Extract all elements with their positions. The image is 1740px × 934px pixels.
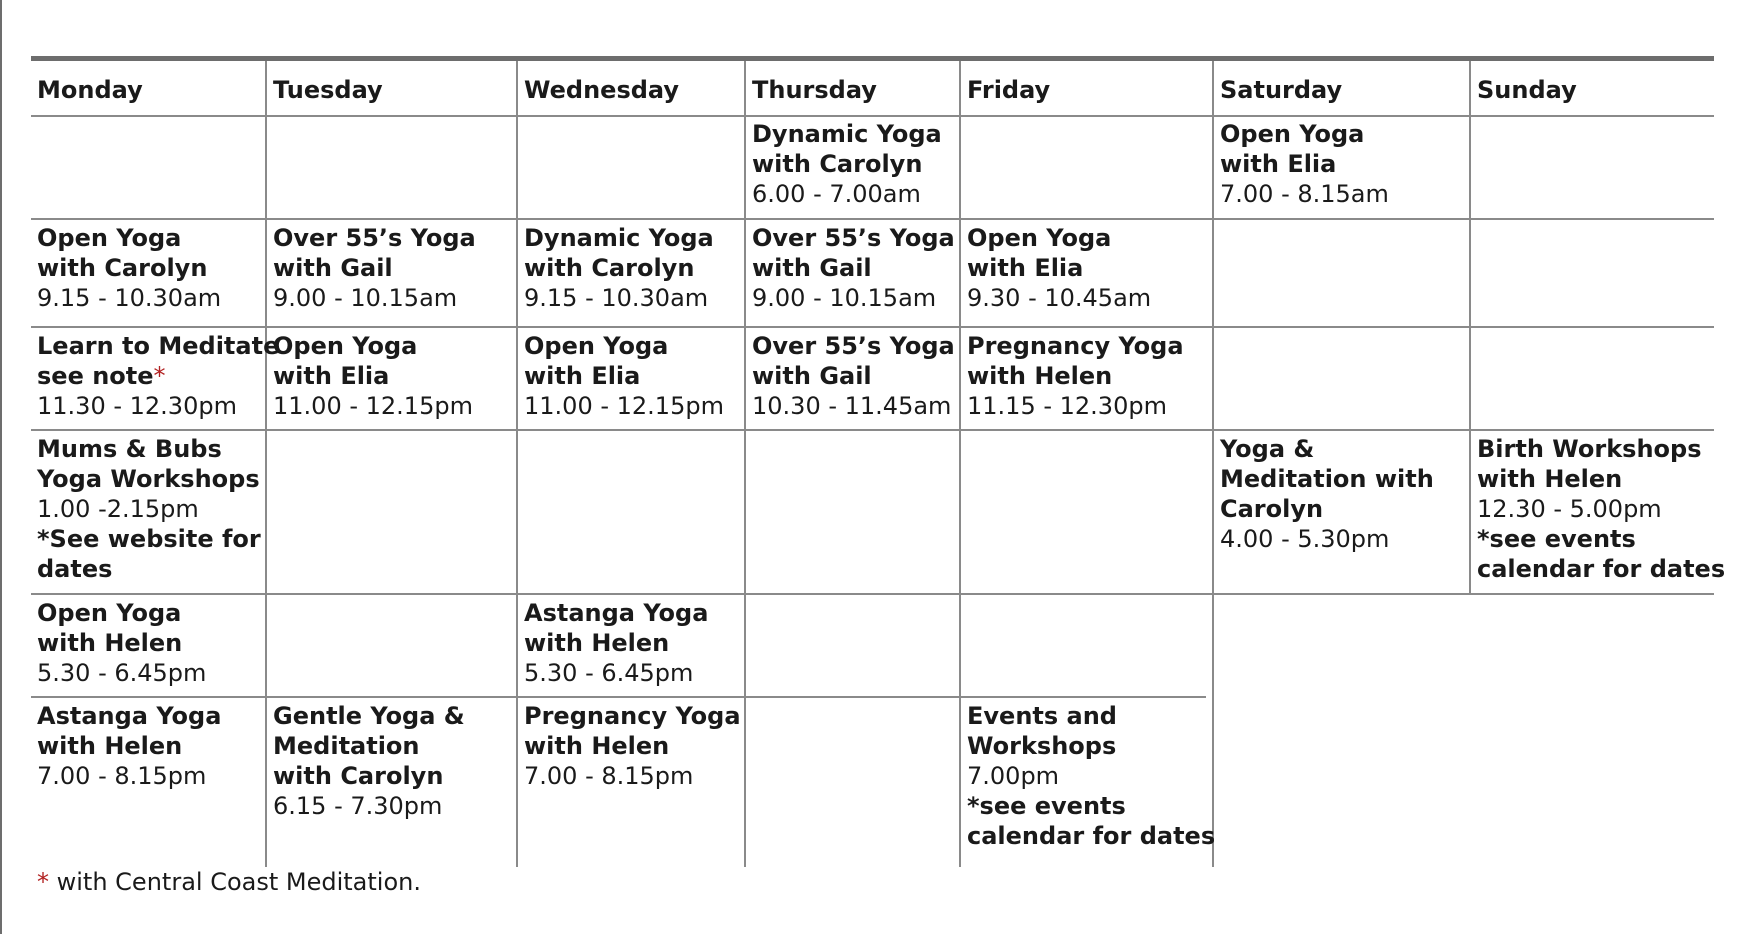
class-instructor: with Carolyn (273, 762, 444, 790)
class-instructor: with Elia (1220, 150, 1337, 178)
class-time: 7.00 - 8.15pm (37, 762, 207, 790)
class-slot-thursday-late-morning (746, 331, 961, 421)
class-time: 11.15 - 12.30pm (967, 392, 1167, 420)
class-slot-friday-night (961, 701, 1221, 851)
class-name: Open Yoga (273, 332, 418, 360)
class-time: 9.15 - 10.30am (37, 284, 222, 312)
header-monday: Monday (37, 76, 143, 104)
grid-line (31, 593, 1714, 595)
class-slot-friday-morning (961, 223, 1157, 313)
class-time: 4.00 - 5.30pm (1220, 525, 1390, 553)
class-name: Yoga & (1220, 435, 1315, 463)
class-time: 9.00 - 10.15am (273, 284, 458, 312)
class-slot-monday-late-morning (31, 331, 285, 421)
class-name: Open Yoga (37, 599, 182, 627)
class-time: 6.00 - 7.00am (752, 180, 921, 208)
class-instructor: with Elia (273, 362, 390, 390)
class-note: *see events (1477, 525, 1636, 553)
class-note (37, 361, 279, 391)
class-time: 11.00 - 12.15pm (524, 392, 724, 420)
class-instructor: with Helen (967, 362, 1113, 390)
class-instructor: Carolyn (1220, 495, 1324, 523)
class-name: Open Yoga (1220, 120, 1365, 148)
class-instructor: with Helen (37, 732, 183, 760)
class-name: Dynamic Yoga (524, 224, 714, 252)
class-name: Birth Workshops (1477, 435, 1702, 463)
class-name: Mums & Bubs (37, 435, 222, 463)
class-name: Astanga Yoga (37, 702, 222, 730)
class-time: 7.00 - 8.15am (1220, 180, 1389, 208)
class-time: 9.00 - 10.15am (752, 284, 937, 312)
header-sunday: Sunday (1477, 76, 1577, 104)
class-name: Open Yoga (37, 224, 182, 252)
class-time: 5.30 - 6.45pm (37, 659, 207, 687)
footnote-text: with Central Coast Meditation. (49, 868, 421, 896)
class-instructor: with Carolyn (37, 254, 208, 282)
class-note-cont: calendar for dates (1477, 555, 1726, 583)
class-slot-saturday-afternoon (1214, 434, 1440, 554)
class-time: 7.00 - 8.15pm (524, 762, 694, 790)
class-instructor: with Elia (967, 254, 1084, 282)
class-slot-monday-night (31, 701, 227, 791)
class-time: 1.00 -2.15pm (37, 495, 199, 523)
class-slot-monday-evening (31, 598, 212, 688)
class-instructor: with Helen (1477, 465, 1623, 493)
class-name: Over 55’s Yoga (752, 224, 955, 252)
class-name: Over 55’s Yoga (752, 332, 955, 360)
class-slot-tuesday-late-morning (267, 331, 479, 421)
header-wednesday: Wednesday (524, 76, 680, 104)
grid-line (31, 218, 1714, 220)
class-instructor: with Carolyn (524, 254, 695, 282)
class-time: 5.30 - 6.45pm (524, 659, 694, 687)
class-time: 9.15 - 10.30am (524, 284, 709, 312)
class-instructor: with Elia (524, 362, 641, 390)
class-time: 9.30 - 10.45am (967, 284, 1152, 312)
grid-line (31, 326, 1714, 328)
class-instructor: with Gail (273, 254, 393, 282)
class-slot-saturday-early (1214, 119, 1395, 209)
class-slot-friday-late-morning (961, 331, 1190, 421)
footnote-asterisk: * (37, 868, 49, 896)
class-name: Events and (967, 702, 1117, 730)
class-slot-tuesday-night (267, 701, 471, 821)
class-note-cont: calendar for dates (967, 822, 1216, 850)
class-name: Open Yoga (967, 224, 1112, 252)
header-thursday: Thursday (752, 76, 877, 104)
class-time: 11.00 - 12.15pm (273, 392, 473, 420)
class-note: *See website for (37, 525, 261, 553)
class-instructor: with Helen (524, 629, 670, 657)
class-note-text: see note (37, 362, 154, 390)
class-name: Pregnancy Yoga (524, 702, 741, 730)
class-slot-wednesday-late-morning (518, 331, 730, 421)
class-name-cont: Workshops (967, 732, 1117, 760)
class-time: 10.30 - 11.45am (752, 392, 952, 420)
class-slot-wednesday-morning (518, 223, 720, 313)
page-left-border (0, 0, 2, 934)
header-friday: Friday (967, 76, 1051, 104)
class-name-cont: Meditation (273, 732, 420, 760)
class-instructor: with Gail (752, 362, 872, 390)
class-name-cont: Meditation with (1220, 465, 1434, 493)
class-slot-wednesday-evening (518, 598, 714, 688)
class-instructor: with Carolyn (752, 150, 923, 178)
class-slot-wednesday-night (518, 701, 747, 791)
class-slot-thursday-morning (746, 223, 961, 313)
class-name: Open Yoga (524, 332, 669, 360)
class-slot-thursday-early (746, 119, 948, 209)
class-name: Gentle Yoga & (273, 702, 465, 730)
class-time: 6.15 - 7.30pm (273, 792, 443, 820)
class-instructor: with Helen (524, 732, 670, 760)
class-time: 11.30 - 12.30pm (37, 392, 237, 420)
class-slot-tuesday-morning (267, 223, 482, 313)
class-instructor: with Gail (752, 254, 872, 282)
class-note: *see events (967, 792, 1126, 820)
footnote (37, 867, 421, 897)
class-name-cont: Yoga Workshops (37, 465, 260, 493)
class-slot-monday-morning (31, 223, 227, 313)
grid-line (31, 429, 1714, 431)
class-time: 7.00pm (967, 762, 1060, 790)
class-name: Astanga Yoga (524, 599, 709, 627)
class-name: Learn to Meditate (37, 332, 280, 360)
note-asterisk: * (153, 362, 166, 390)
class-slot-monday-afternoon (31, 434, 267, 584)
class-instructor: with Helen (37, 629, 183, 657)
class-name: Pregnancy Yoga (967, 332, 1184, 360)
header-tuesday: Tuesday (273, 76, 383, 104)
class-note-cont: dates (37, 555, 113, 583)
class-time: 12.30 - 5.00pm (1477, 495, 1662, 523)
class-name: Over 55’s Yoga (273, 224, 476, 252)
class-slot-sunday-afternoon (1471, 434, 1731, 584)
header-saturday: Saturday (1220, 76, 1343, 104)
class-name: Dynamic Yoga (752, 120, 942, 148)
timetable (31, 61, 1726, 867)
grid-line (31, 696, 1206, 698)
